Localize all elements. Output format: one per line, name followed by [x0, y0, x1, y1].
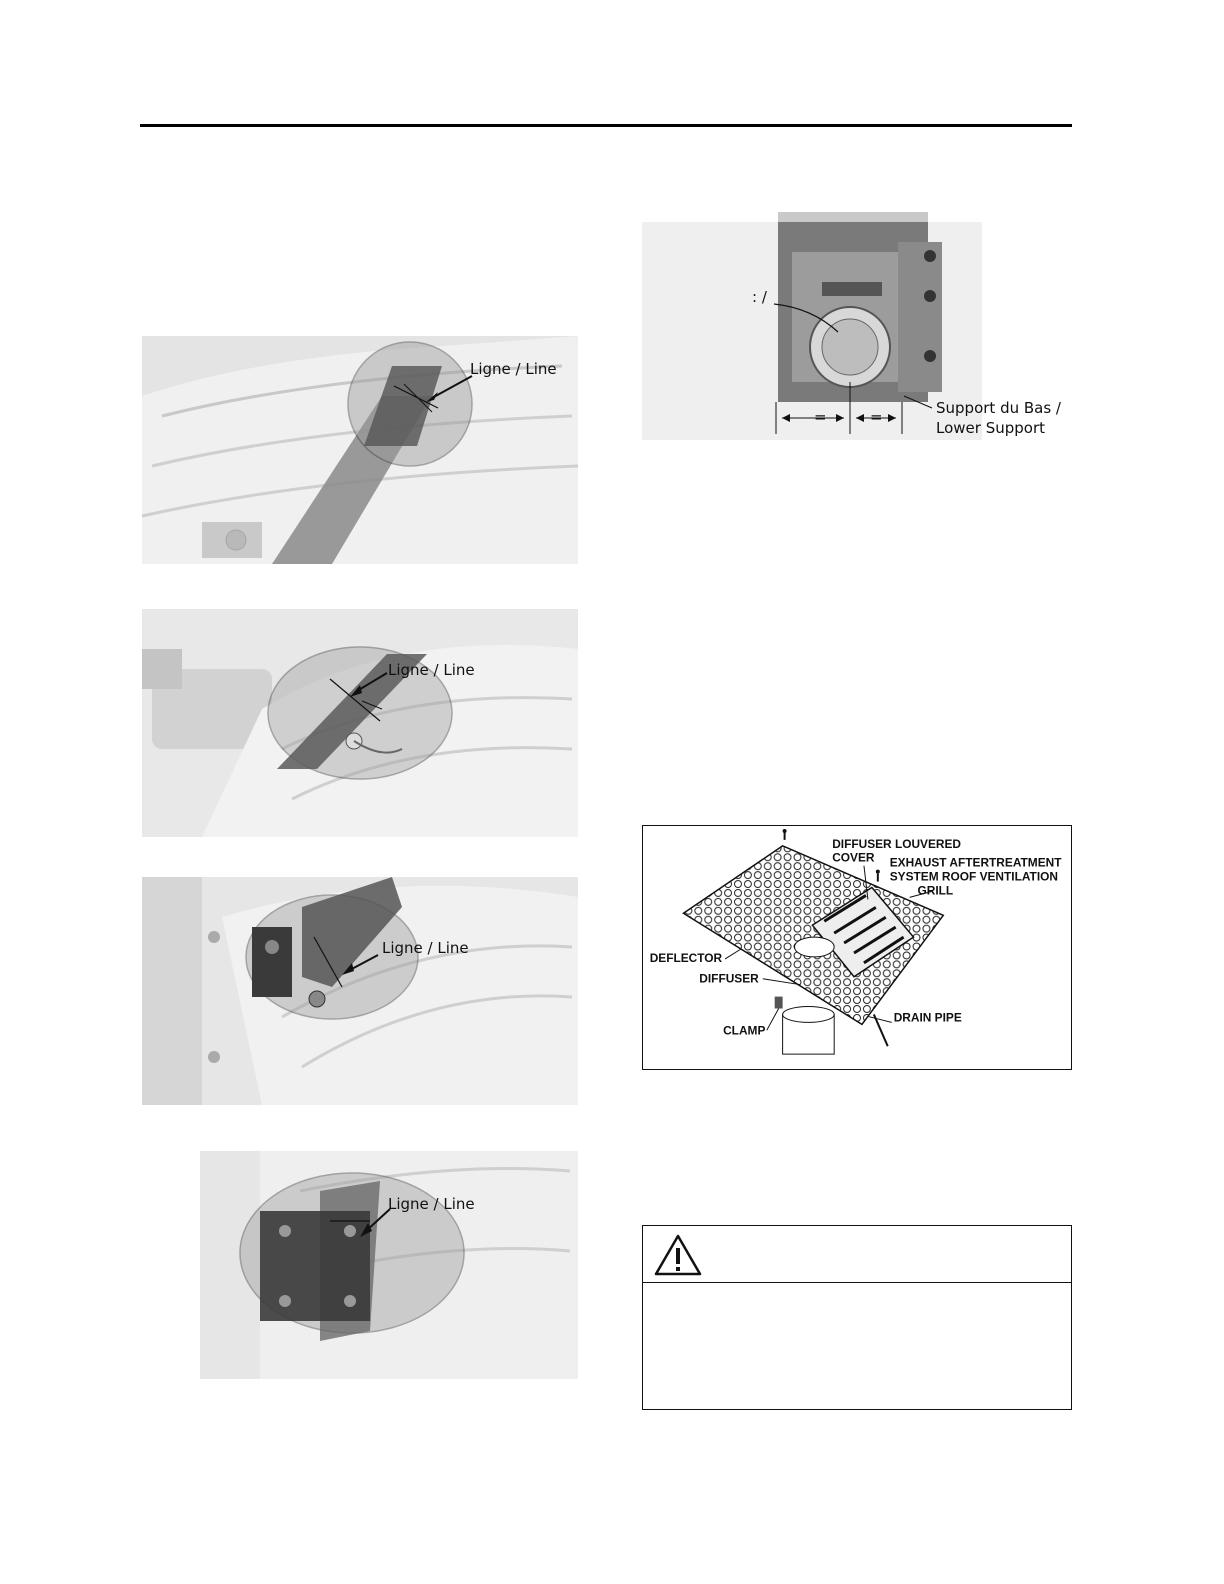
figure-strap-bracket: [142, 877, 578, 1105]
strap-bracket-line-label: Ligne / Line: [382, 939, 469, 957]
callout-drain-pipe: DRAIN PIPE: [893, 1010, 962, 1025]
support-label-line1: Support du Bas /: [936, 399, 1061, 417]
callout-diffuser-louvered-cover-1: DIFFUSER LOUVERED: [832, 836, 962, 851]
figure-roof-vent: [642, 825, 1072, 1070]
lower-support-illustration: [642, 212, 1074, 444]
center-mark-label: : /: [752, 288, 767, 306]
strap-bracket-illustration: [142, 877, 578, 1105]
strap-lower-line-label: Ligne / Line: [388, 1195, 475, 1213]
warning-box: [642, 1225, 1072, 1410]
equal-mark-2: =: [870, 408, 883, 426]
figure-strap-lower: [200, 1151, 578, 1379]
warning-body: [643, 1283, 1071, 1307]
equal-mark-1: =: [814, 408, 827, 426]
figure-lower-support: [642, 212, 1074, 444]
warning-triangle-icon: [653, 1232, 703, 1278]
strap-top-line-label: Ligne / Line: [470, 360, 557, 378]
figure-strap-top: [142, 336, 578, 564]
strap-side-illustration: [142, 609, 578, 837]
strap-top-illustration: [142, 336, 578, 564]
callout-clamp: CLAMP: [723, 1023, 766, 1038]
roof-vent-illustration: [643, 826, 1071, 1069]
strap-lower-illustration: [200, 1151, 578, 1379]
callout-grill-2: SYSTEM ROOF VENTILATION: [889, 869, 1058, 884]
strap-side-line-label: Ligne / Line: [388, 661, 475, 679]
support-label-line2: Lower Support: [936, 419, 1045, 437]
figure-strap-side: [142, 609, 578, 837]
callout-diffuser: DIFFUSER: [699, 971, 759, 986]
callout-diffuser-louvered-cover-2: COVER: [832, 850, 875, 865]
warning-header: [643, 1226, 1071, 1283]
callout-grill-3: GRILL: [917, 883, 954, 898]
callout-grill-1: EXHAUST AFTERTREATMENT: [889, 855, 1062, 870]
callout-deflector: DEFLECTOR: [649, 950, 723, 965]
header-rule: [140, 124, 1072, 127]
